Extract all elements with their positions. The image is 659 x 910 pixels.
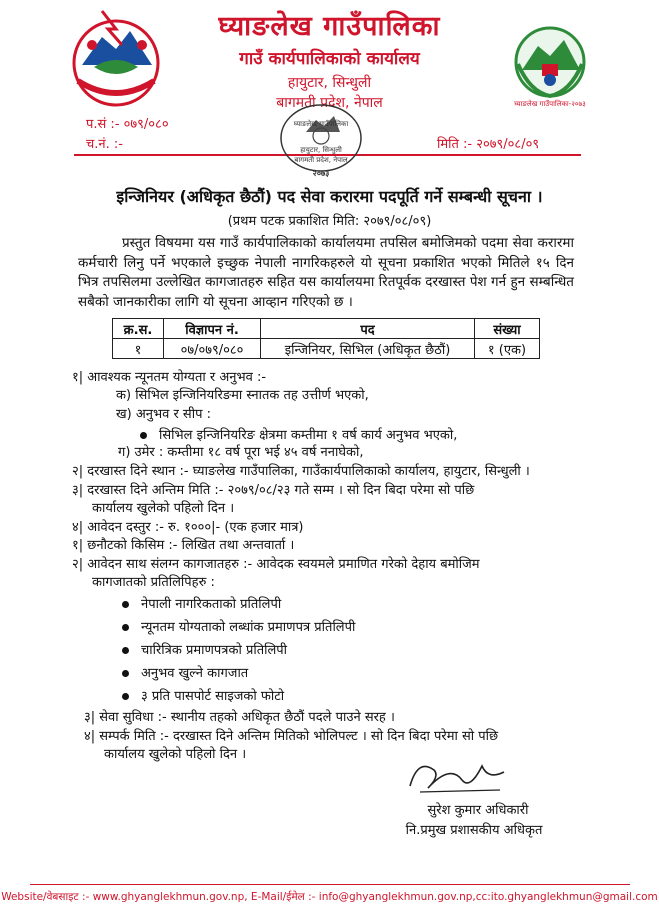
requirement-heading: १| आवश्यक न्यूनतम योग्यता र अनुभव :- xyxy=(72,370,267,385)
contact-date: ४| सम्पर्क मिति :- दरखास्त दिने अन्तिम मितिको भोलिपल्ट । सो दिन बिदा परेमा सो पछि xyxy=(84,729,499,744)
col-post: पद xyxy=(261,319,475,339)
application-place: २| दरखास्त दिने स्थान :- घ्याङलेख गाउँपालिका, गाउँकार्यपालिकाको कार्यालय, हायुटार, सिन्धुली । xyxy=(72,464,530,479)
stamp-text-3: बागमती प्रदेश, नेपाल xyxy=(294,156,348,164)
notice-paragraph: प्रस्तुत विषयमा यस गाउँ कार्यपालिकाको कार्यालयमा तपसिल बमोजिमको पदमा सेवा करारमा कर्मचारी लिनु पर्ने भएकाले इच्छुक नेपाली नागरिकहरुले यो सूचना प्रकाशित भएको मितिले १५ दिन भित्र तपसिलमा उल्लेखित कागजातहरु सहित यस कार्यालयमा रितपूर्वक दरखास्त पेश गर्न हुन सम्बन्धित सबैको जानकारीका लागि यो सूचना आव्हान गरिएको छ । xyxy=(78,235,574,310)
office-stamp xyxy=(276,102,366,182)
bullet-icon xyxy=(140,432,147,439)
experience-bullet xyxy=(140,425,457,443)
notice-published-date: (प्रथम पटक प्रकाशित मिति: २०७९/०८/०९) xyxy=(227,214,432,229)
requirement-age: ग) उमेर : कम्तीमा १८ वर्ष पूरा भई ४५ वर्ष ननाघेको, xyxy=(118,445,364,460)
cell-serial: १ xyxy=(113,339,164,359)
bullet-icon xyxy=(122,624,129,631)
application-deadline-cont: कार्यालय खुलेको पहिलो दिन । xyxy=(92,501,235,516)
list-item: चारित्रिक प्रमाणपत्रको प्रतिलिपी xyxy=(122,640,287,658)
vacancy-table xyxy=(112,318,540,359)
list-item: नेपाली नागरिकताको प्रतिलिपी xyxy=(122,594,281,612)
ref-number: प.सं :- ०७९/०८० xyxy=(86,117,169,132)
signatory-name: सुरेश कुमार अधिकारी xyxy=(427,803,529,818)
footer-contact: Website/वेबसाइट :- www.ghyanglekhmun.gov.np, E-Mail/ईमेल :- info@ghyanglekhmun.gov.np,cc:ito.ghyanglekhmun@gmail.com xyxy=(1,891,658,903)
office-address-line2: बागमती प्रदेश, नेपाल xyxy=(276,95,383,111)
bullet-icon xyxy=(122,670,129,677)
notice-title: इन्जिनियर (अधिकृत छैठौं) पद सेवा करारमा पदपूर्ति गर्ने सम्बन्धी सूचना । xyxy=(116,187,543,206)
attached-documents-heading-cont: कागजातको प्रतिलिपिहरु : xyxy=(92,575,215,590)
application-deadline: ३| दरखास्त दिने अन्तिम मिति :- २०७९/०८/२३ गते सम्म । सो दिन बिदा परेमा सो पछि xyxy=(72,483,475,498)
application-fee: ४| आवेदन दस्तुर :- रु. १०००|- (एक हजार मात्र) xyxy=(72,520,304,535)
handwritten-signature xyxy=(400,752,520,802)
footer-divider xyxy=(30,884,630,885)
col-serial: क्र.स. xyxy=(113,319,164,339)
table-header-row xyxy=(113,319,540,339)
list-item: अनुभव खुल्ने कागजात xyxy=(122,663,248,681)
list-item: न्यूनतम योग्यताको लब्धांक प्रमाणपत्र प्रतिलिपी xyxy=(122,617,355,635)
list-item: ३ प्रति पासपोर्ट साइजको फोटो xyxy=(122,686,284,704)
bullet-icon xyxy=(122,601,129,608)
cell-post: इन्जिनियर, सिभिल (अधिकृत छैठौं) xyxy=(261,339,475,359)
stamp-text-2: हायुटार, सिन्धुली xyxy=(300,146,342,154)
office-address-line1: हायुटार, सिन्धुली xyxy=(287,75,372,91)
office-subtitle: गाउँ कार्यपालिकाको कार्यालय xyxy=(239,49,420,69)
signatory-designation: नि.प्रमुख प्रशासकीय अधिकृत xyxy=(405,823,543,838)
office-title: घ्याङलेख गाउँपालिका xyxy=(218,11,441,42)
col-advt-no: विज्ञापन नं. xyxy=(164,319,261,339)
cell-advt-no: ०७/०७९/०८० xyxy=(164,339,261,359)
selection-type: १| छनौटको किसिम :- लिखित तथा अन्तवार्ता । xyxy=(72,538,295,553)
service-facility: ३| सेवा सुविधा :- स्थानीय तहको अधिकृत छैठौं पदले पाउने सरह । xyxy=(84,710,395,725)
bullet-icon xyxy=(122,647,129,654)
contact-date-cont: कार्यालय खुलेको पहिलो दिन । xyxy=(104,747,247,762)
cell-count: १ (एक) xyxy=(475,339,540,359)
logo-caption: घ्याङलेख गाउँपालिका-२०७३ xyxy=(514,100,586,108)
table-row xyxy=(113,339,540,359)
dispatch-number: च.नं. :- xyxy=(86,137,123,152)
col-count: संख्या xyxy=(475,319,540,339)
requirement-experience-heading: ख) अनुभव र सीप : xyxy=(116,407,211,422)
stamp-year: २०७३ xyxy=(312,169,330,178)
stamp-text-1: घ्याङलेख गाउँपालिका xyxy=(293,120,349,128)
bullet-icon xyxy=(122,693,129,700)
attached-documents-heading: २| आवेदन साथ संलग्न कागजातहरु :- आवेदक स्वयमले प्रमाणित गरेको देहाय बमोजिम xyxy=(72,557,480,572)
requirement-education: क) सिभिल इन्जिनियरिङमा स्नातक तह उत्तीर्ण भएको, xyxy=(116,388,369,403)
experience-text: सिभिल इन्जिनियरिङ क्षेत्रमा कम्तीमा १ वर्ष कार्य अनुभव भएको, xyxy=(159,428,458,443)
letter-date: मिति :- २०७९/०८/०९ xyxy=(437,137,540,152)
